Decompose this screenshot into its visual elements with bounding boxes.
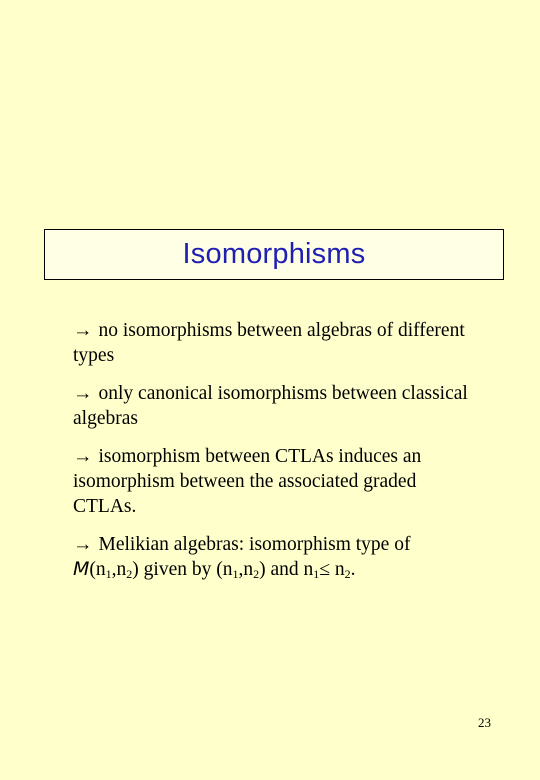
var-n2: n [334,559,345,580]
bullet-text: isomorphism between CTLAs induces an isomorphism between the associated graded CTLAs. [73,446,422,517]
subscript-1: 1 [105,567,112,581]
subscript-2: 2 [126,567,133,581]
var-n1: n [95,559,106,580]
right-arrow-icon: → [73,534,93,555]
melikian-symbol: M [73,558,90,580]
given-by-text: given by [143,559,212,580]
var-n1: n [303,559,314,580]
bullet-list [73,318,473,595]
bullet-text: only canonical isomorphisms between classical algebras [73,383,468,429]
bullet-item: → Melikian algebras: isomorphism type of $M(n_1,n_2)$ given by $(n_1,n_2)$ and $n_1\le n_2$. [73,534,411,581]
page-number: 23 [478,715,491,730]
bullet-item [73,318,473,368]
subscript-2: 2 [344,567,351,581]
leq-symbol: ≤ [319,559,330,580]
bullet-item [73,444,473,519]
slide-title: Isomorphisms [182,238,366,270]
and-text: and [270,559,299,580]
var-n1: n [222,559,233,580]
right-arrow-icon: → [73,320,93,341]
title-box [44,229,504,280]
subscript-2: 2 [253,567,260,581]
right-arrow-icon: → [73,383,93,404]
var-n2: n [243,559,254,580]
var-n2: n [116,559,127,580]
bullet-text: Melikian algebras: isomorphism type of [98,534,411,555]
subscript-1: 1 [232,567,239,581]
subscript-1: 1 [313,567,320,581]
right-arrow-icon: → [73,446,93,467]
bullet-item [73,381,473,431]
bullet-text: no isomorphisms between algebras of different types [73,320,465,366]
